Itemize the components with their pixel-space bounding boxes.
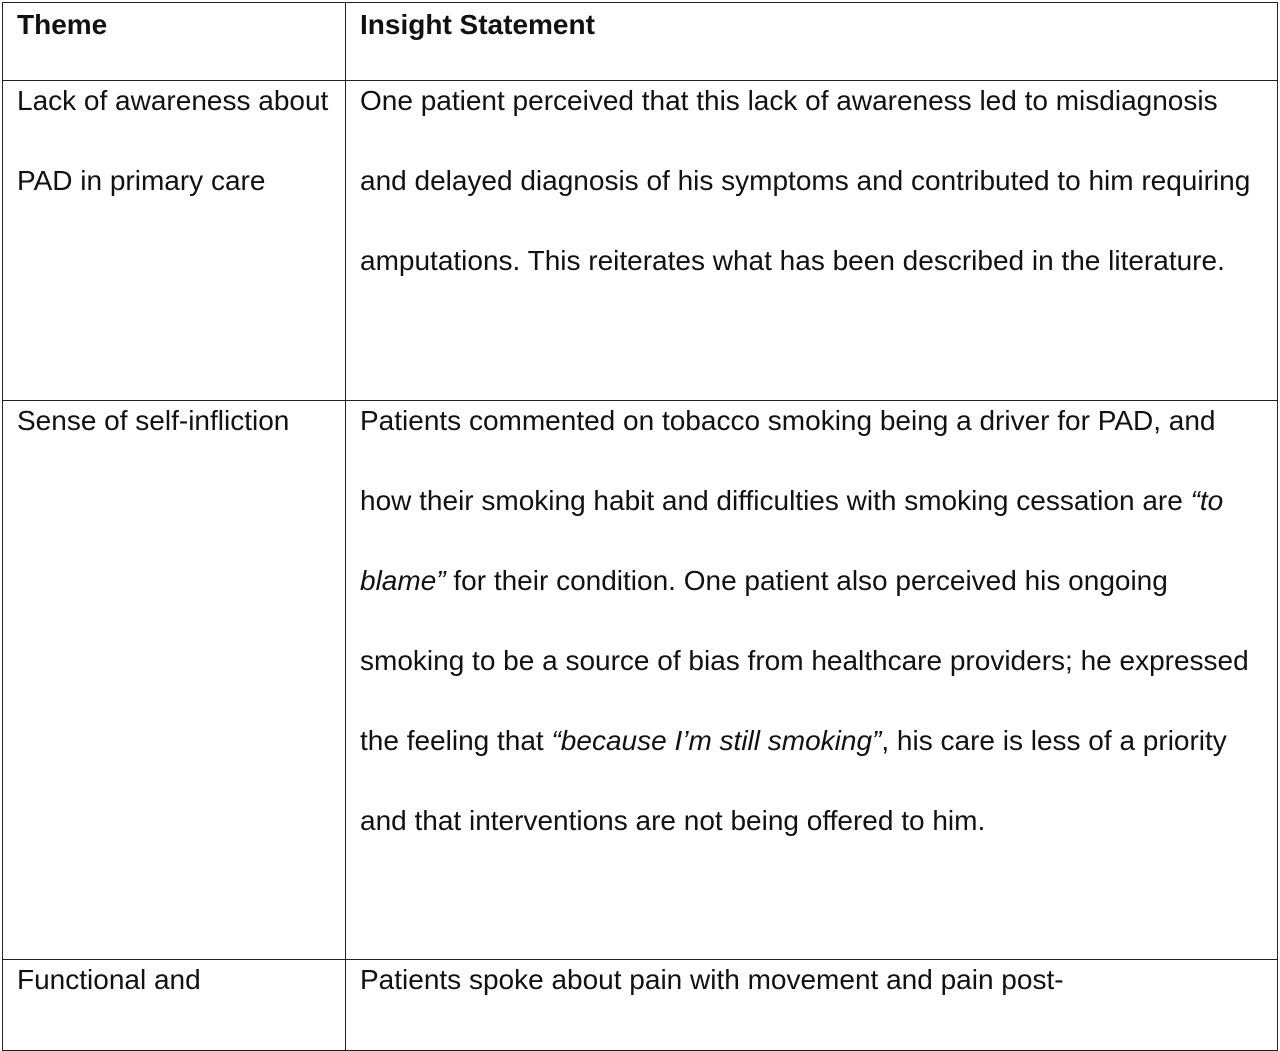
table-row — [3, 401, 1278, 960]
insight-text-part: Patients spoke about pain with movement and pain post- — [360, 964, 1064, 995]
header-theme-label: Theme — [17, 9, 108, 40]
theme-text: Functional and — [17, 964, 201, 995]
insight-text-part: Patients commented on tobacco smoking being a driver for PAD, and how their smoking habit and difficulties with smoking cessation are — [360, 405, 1216, 516]
table-row — [3, 81, 1278, 401]
header-insight-label: Insight Statement — [360, 9, 595, 40]
theme-text: Lack of awareness about PAD in primary care — [17, 85, 329, 196]
theme-cell — [3, 401, 346, 960]
insight-text — [360, 940, 1269, 1020]
table-row — [3, 960, 1278, 1051]
quote-to-blame: “to blame” — [360, 485, 1224, 596]
insight-text — [360, 381, 1269, 861]
insight-text-part: , his care is less of a priority and that interventions are not being offered to him. — [360, 725, 1227, 836]
theme-cell — [3, 960, 346, 1051]
theme-cell — [3, 81, 346, 401]
insight-table — [2, 2, 1278, 1051]
theme-text: Sense of self-infliction — [17, 405, 290, 436]
quote-still-smoking: “because I’m still smoking” — [551, 725, 882, 756]
insight-cell — [346, 81, 1278, 401]
insight-cell — [346, 960, 1278, 1051]
insight-text — [360, 61, 1269, 301]
insight-text-part: One patient perceived that this lack of awareness led to misdiagnosis and delayed diagnosis of his symptoms and contributed to him requiring amputations. This reiterates what has been described in the literature. — [360, 85, 1251, 276]
insight-cell — [346, 401, 1278, 960]
insight-text-part: for their condition. One patient also perceived his ongoing smoking to be a source of bias from healthcare providers; he expressed the feeling that — [360, 565, 1249, 756]
